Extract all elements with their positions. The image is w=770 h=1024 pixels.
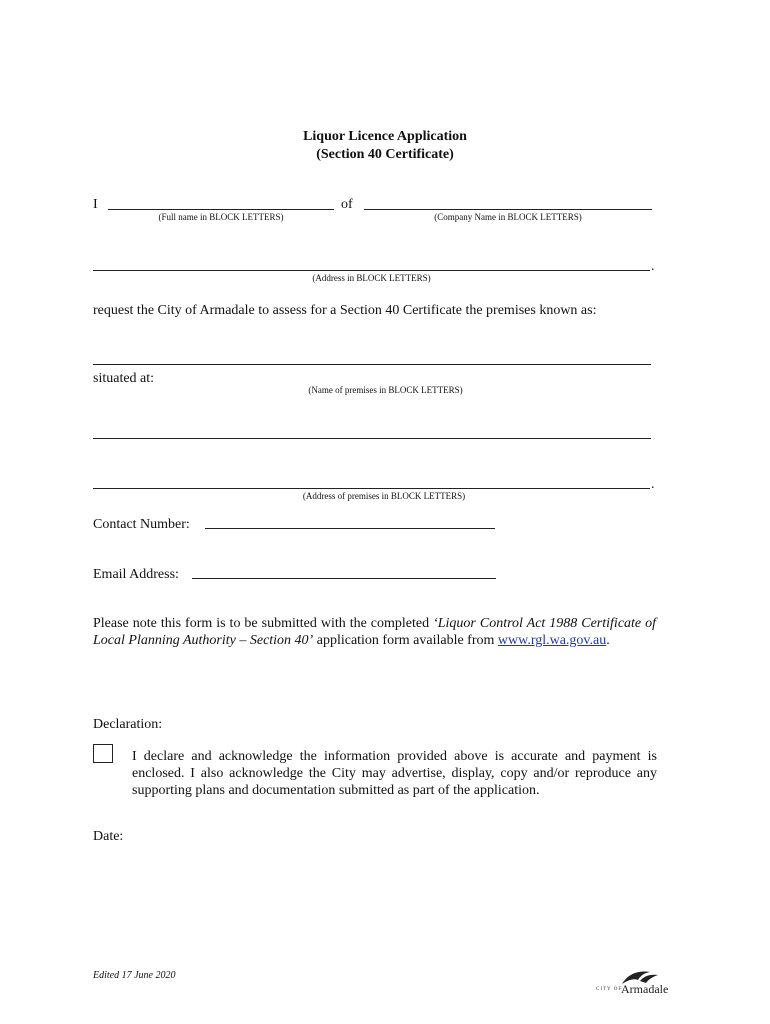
premises-address-field-2[interactable] xyxy=(95,472,648,488)
full-name-field[interactable] xyxy=(110,193,332,209)
company-name-caption: (Company Name in BLOCK LETTERS) xyxy=(434,212,582,222)
form-subtitle: (Section 40 Certificate) xyxy=(316,147,454,162)
email-address-field[interactable] xyxy=(194,562,494,578)
premises-address-field-1[interactable] xyxy=(95,422,649,438)
email-address-label: Email Address: xyxy=(93,567,179,582)
form-title: Liquor Licence Application xyxy=(303,129,467,144)
rgl-website-link[interactable]: www.rgl.wa.gov.au xyxy=(497,633,607,648)
address-end-mark: . xyxy=(651,259,655,274)
premises-name-field[interactable] xyxy=(95,348,649,364)
company-name-line xyxy=(364,209,652,210)
declaration-text: I declare and acknowledge the information provided above is accurate and payment is enclosed. I also acknowledge the City may advertise, display, copy and/or reproduce any supporting plans and documentation submitted as part of the application. xyxy=(132,749,657,798)
logo-small-text: CITY OF xyxy=(596,987,623,992)
premises-address-caption: (Address of premises in BLOCK LETTERS) xyxy=(302,491,466,501)
contact-number-line xyxy=(205,528,495,529)
contact-number-label: Contact Number: xyxy=(93,517,190,532)
of-label: of xyxy=(341,197,353,212)
request-text: request the City of Armadale to assess for a Section 40 Certificate the premises known as: xyxy=(93,303,597,318)
note-text-1: Please note this form is to be submitted with the completed xyxy=(93,616,434,631)
premises-name-line xyxy=(93,364,651,365)
city-of-armadale-logo xyxy=(596,968,676,998)
address-line xyxy=(93,270,650,271)
premises-address-line-2 xyxy=(93,488,650,489)
full-name-line xyxy=(108,209,334,210)
declaration-heading: Declaration: xyxy=(93,717,163,732)
note-text-2: application form available from xyxy=(313,633,498,648)
address-caption: (Address in BLOCK LETTERS) xyxy=(312,273,431,283)
i-label: I xyxy=(93,197,98,212)
premises-address-line-1 xyxy=(93,438,651,439)
contact-number-field[interactable] xyxy=(207,512,493,528)
email-address-line xyxy=(192,578,496,579)
submission-note xyxy=(93,615,656,649)
edited-date: Edited 17 June 2020 xyxy=(93,970,176,981)
note-form-name: ‘Liquor Control Act 1988 Certificate of Local Planning Authority – Section 40’ xyxy=(93,616,657,648)
note-text-3: . xyxy=(606,633,610,648)
date-label: Date: xyxy=(93,829,124,844)
premises-name-caption: (Name of premises in BLOCK LETTERS) xyxy=(308,385,463,395)
address-field[interactable] xyxy=(95,254,648,270)
logo-big-text: Armadale xyxy=(621,982,669,996)
declaration-checkbox[interactable] xyxy=(93,744,113,763)
company-name-field[interactable] xyxy=(366,193,650,209)
premises-address-end-mark: . xyxy=(651,477,655,492)
situated-at-label: situated at: xyxy=(93,371,155,386)
full-name-caption: (Full name in BLOCK LETTERS) xyxy=(158,212,284,222)
